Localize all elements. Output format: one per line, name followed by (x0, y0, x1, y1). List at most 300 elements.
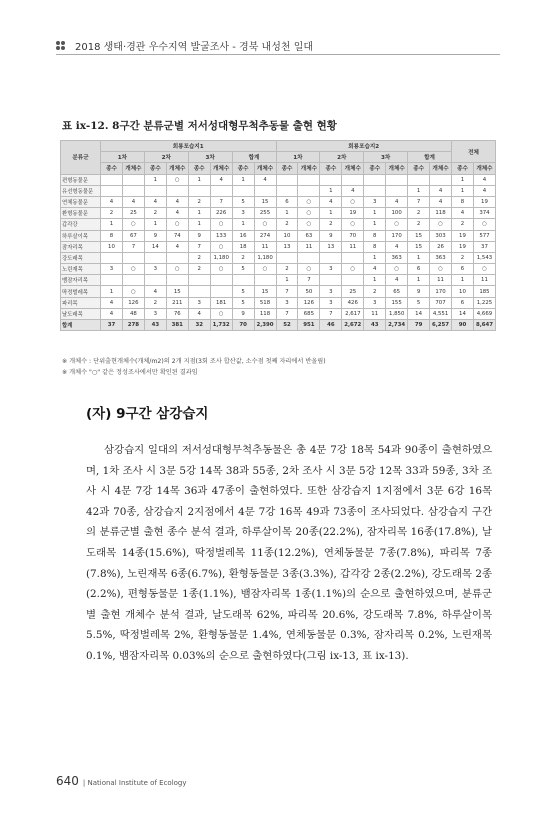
table-cell: ○ (342, 196, 364, 207)
table-cell: 4 (473, 174, 495, 185)
table-cell: 4 (386, 196, 408, 207)
table-cell: 1,180 (210, 252, 232, 263)
table-cell: 7 (298, 275, 320, 286)
table-cell (122, 174, 144, 185)
table-cell: ○ (210, 308, 232, 319)
table-cell (188, 275, 210, 286)
table-cell: ○ (122, 219, 144, 230)
table-row (61, 241, 496, 252)
table-cell: 2 (320, 219, 342, 230)
species-table (60, 140, 496, 331)
table-row (61, 264, 496, 275)
table-cell: 4 (473, 185, 495, 196)
table-cell (144, 252, 166, 263)
table-cell: 14 (408, 308, 430, 319)
table-cell: 685 (298, 308, 320, 319)
table-cell: 374 (473, 208, 495, 219)
table-cell: ○ (473, 264, 495, 275)
survey-header: 3차 (364, 152, 408, 163)
table-cell: 5 (232, 264, 254, 275)
table-cell: 19 (342, 208, 364, 219)
table-cell: 1 (364, 275, 386, 286)
table-cell: 8 (101, 230, 123, 241)
table-cell: 70 (232, 320, 254, 331)
table-cell (386, 174, 408, 185)
table-row (61, 208, 496, 219)
table-cell: 16 (232, 230, 254, 241)
column-header: 종수 (452, 163, 474, 174)
table-cell: ○ (254, 219, 276, 230)
table-cell: 19 (452, 241, 474, 252)
table-cell: ○ (473, 219, 495, 230)
taxon-name: 합계 (61, 320, 101, 331)
table-cell: 4 (386, 241, 408, 252)
table-cell: 6,257 (430, 320, 452, 331)
table-cell: 70 (342, 230, 364, 241)
table-cell: 1 (364, 252, 386, 263)
table-cell: 5 (232, 286, 254, 297)
table-cell: 6 (276, 196, 298, 207)
table-cell: 4 (144, 286, 166, 297)
column-header: 종수 (232, 163, 254, 174)
table-cell: ○ (166, 174, 188, 185)
table-cell: 7 (188, 241, 210, 252)
taxon-name: 환형동물문 (61, 208, 101, 219)
table-cell: 7 (320, 308, 342, 319)
table-cell (210, 275, 232, 286)
table-cell: ○ (342, 219, 364, 230)
table-cell: 4 (430, 196, 452, 207)
column-header: 개체수 (298, 163, 320, 174)
table-cell: 3 (320, 297, 342, 308)
table-cell: 577 (473, 230, 495, 241)
taxon-name: 편형동물문 (61, 174, 101, 185)
table-cell: 133 (210, 230, 232, 241)
table-cell (101, 252, 123, 263)
table-cell: 7 (122, 241, 144, 252)
page-number: 640 (56, 774, 79, 788)
survey-header: 1차 (276, 152, 320, 163)
table-cell: 8 (364, 230, 386, 241)
table-cell: 303 (430, 230, 452, 241)
table-cell: 15 (166, 286, 188, 297)
taxon-name: 강도래목 (61, 252, 101, 263)
table-row (61, 185, 496, 196)
table-cell (144, 275, 166, 286)
table-cell: 3 (232, 208, 254, 219)
table-cell (232, 185, 254, 196)
table-cell: ○ (254, 264, 276, 275)
table-cell: 1 (364, 208, 386, 219)
taxon-name: 갑각강 (61, 219, 101, 230)
table-cell: 63 (298, 230, 320, 241)
table-cell: 9 (320, 230, 342, 241)
table-cell: 48 (122, 308, 144, 319)
table-cell: 6 (408, 264, 430, 275)
table-cell: 4 (430, 185, 452, 196)
table-cell: 3 (144, 308, 166, 319)
header-title: 2018 생태·경관 우수지역 발굴조사 - 경북 내성천 일대 (75, 42, 314, 53)
table-cell: ○ (430, 219, 452, 230)
table-cell: 4 (188, 308, 210, 319)
table-cell: ○ (210, 241, 232, 252)
table-cell (386, 185, 408, 196)
table-cell: 4 (166, 241, 188, 252)
table-cell: 3 (320, 286, 342, 297)
table-cell: 9 (188, 230, 210, 241)
table-cell: 2 (408, 208, 430, 219)
note-line: ※ 개체수 : 단위출현개체수(개체/m2)의 2개 지점(3회 조사 합산값, 소수점 첫째 자리에서 반올림) (62, 358, 326, 365)
table-cell: 1 (408, 185, 430, 196)
table-cell: 1 (232, 219, 254, 230)
table-cell: 14 (144, 241, 166, 252)
table-cell: ○ (166, 219, 188, 230)
table-cell: ○ (122, 264, 144, 275)
table-cell: 15 (254, 196, 276, 207)
table-cell: 37 (101, 320, 123, 331)
table-cell: 4 (342, 185, 364, 196)
table-cell: 4 (122, 196, 144, 207)
table-cell: 185 (473, 286, 495, 297)
table-body (61, 174, 496, 331)
table-cell: 1,180 (254, 252, 276, 263)
table-cell (166, 275, 188, 286)
table-cell: 1 (452, 174, 474, 185)
table-cell: 2 (276, 264, 298, 275)
table-cell: 2 (276, 219, 298, 230)
table-cell: 2 (364, 286, 386, 297)
group-header: 분류군 (61, 141, 101, 175)
column-header: 종수 (188, 163, 210, 174)
table-cell (364, 185, 386, 196)
table-cell: 1,850 (386, 308, 408, 319)
table-cell: 170 (430, 286, 452, 297)
table-cell: 2 (188, 252, 210, 263)
survey-header: 합계 (408, 152, 452, 163)
table-cell (144, 185, 166, 196)
table-cell: 1,732 (210, 320, 232, 331)
table-cell: 25 (342, 286, 364, 297)
table-cell: 1 (320, 185, 342, 196)
table-cell (342, 174, 364, 185)
running-header (56, 38, 313, 53)
table-cell: 4 (364, 264, 386, 275)
table-cell: ○ (298, 208, 320, 219)
table-cell: 15 (408, 230, 430, 241)
page-footer (56, 774, 187, 788)
column-header: 개체수 (386, 163, 408, 174)
footer-text: | National Institute of Ecology (82, 779, 187, 787)
table-cell: 15 (408, 241, 430, 252)
table-cell: 65 (386, 286, 408, 297)
table-cell: 9 (408, 286, 430, 297)
table-cell: 2,617 (342, 308, 364, 319)
table-cell: 1 (276, 208, 298, 219)
table-cell: 1 (364, 219, 386, 230)
table-cell (320, 275, 342, 286)
table-cell: 90 (452, 320, 474, 331)
table-cell: 2,390 (254, 320, 276, 331)
total-header: 전체 (452, 141, 496, 163)
taxon-name: 뱀잠자리목 (61, 275, 101, 286)
table-cell (232, 275, 254, 286)
table-cell: 363 (430, 252, 452, 263)
table-cell: 518 (254, 297, 276, 308)
table-cell: 11 (298, 241, 320, 252)
taxon-name: 날도래목 (61, 308, 101, 319)
table-cell: 4 (320, 196, 342, 207)
table-cell: 1 (452, 275, 474, 286)
table-cell: 26 (430, 241, 452, 252)
table-cell: 4 (254, 174, 276, 185)
table-cell: 15 (254, 286, 276, 297)
table-cell: ○ (122, 286, 144, 297)
table-cell: 126 (298, 297, 320, 308)
table-cell: 18 (232, 241, 254, 252)
site1-header: 회룡포습지1 (101, 141, 277, 152)
table-cell (254, 185, 276, 196)
table-cell: 3 (101, 264, 123, 275)
table-cell: 4 (210, 174, 232, 185)
table-cell: 11 (364, 308, 386, 319)
table-cell: 2 (452, 252, 474, 263)
survey-header: 1차 (101, 152, 145, 163)
table-cell: 37 (473, 241, 495, 252)
table-cell: 8 (452, 196, 474, 207)
table-cell: 74 (166, 230, 188, 241)
table-cell (276, 174, 298, 185)
table-row (61, 286, 496, 297)
table-cell: 5 (232, 196, 254, 207)
table-cell: 363 (386, 252, 408, 263)
column-header: 개체수 (430, 163, 452, 174)
table-cell (430, 174, 452, 185)
table-cell: ○ (298, 264, 320, 275)
table-cell (254, 275, 276, 286)
table-cell (101, 275, 123, 286)
table-cell: 25 (122, 208, 144, 219)
table-cell: 2 (101, 208, 123, 219)
taxon-name: 잠자리목 (61, 241, 101, 252)
table-cell: 278 (122, 320, 144, 331)
table-caption: 표 ix-12. 8구간 분류군별 저서성대형무척추동물 출현 현황 (62, 120, 337, 132)
table-cell: 3 (144, 264, 166, 275)
table-cell: 13 (320, 241, 342, 252)
table-row (61, 174, 496, 185)
table-cell: 4 (166, 208, 188, 219)
taxon-name: 하루살이목 (61, 230, 101, 241)
table-cell: 14 (452, 308, 474, 319)
table-cell: 274 (254, 230, 276, 241)
table-cell (210, 185, 232, 196)
table-cell: 3 (364, 297, 386, 308)
table-cell (276, 252, 298, 263)
section-title: (자) 9구간 삼강습지 (86, 406, 209, 422)
table-cell: ○ (386, 264, 408, 275)
table-cell: 67 (122, 230, 144, 241)
table-cell: 2,734 (386, 320, 408, 331)
table-cell: 4,669 (473, 308, 495, 319)
table-cell: 4 (101, 308, 123, 319)
header-rule (56, 54, 500, 55)
table-cell: 11 (254, 241, 276, 252)
table-cell: 7 (408, 196, 430, 207)
table-cell: 951 (298, 320, 320, 331)
table-cell (122, 275, 144, 286)
column-header: 종수 (408, 163, 430, 174)
table-cell: 8 (364, 241, 386, 252)
header-dots-icon (56, 41, 70, 51)
table-cell: 1 (188, 174, 210, 185)
table-cell: 11 (342, 241, 364, 252)
taxon-name: 딱정벌레목 (61, 286, 101, 297)
table-cell: 7 (210, 196, 232, 207)
table-cell: 19 (473, 196, 495, 207)
table-cell (188, 185, 210, 196)
table-cell: ○ (298, 219, 320, 230)
table-cell (101, 174, 123, 185)
table-cell: 1 (276, 275, 298, 286)
taxon-name: 파리목 (61, 297, 101, 308)
survey-header: 2차 (144, 152, 188, 163)
table-cell (342, 252, 364, 263)
table-cell: ○ (210, 264, 232, 275)
table-cell: 1 (232, 174, 254, 185)
table-cell: ○ (298, 196, 320, 207)
table-cell: 100 (386, 208, 408, 219)
table-cell: 46 (320, 320, 342, 331)
survey-header: 2차 (320, 152, 364, 163)
table-cell (122, 252, 144, 263)
table-cell: 4 (166, 196, 188, 207)
table-cell: 52 (276, 320, 298, 331)
table-cell: 118 (254, 308, 276, 319)
table-cell: 4 (101, 297, 123, 308)
table-row (61, 308, 496, 319)
table-cell (122, 185, 144, 196)
table-cell (166, 185, 188, 196)
table-cell (101, 185, 123, 196)
table-cell: 10 (276, 230, 298, 241)
table-cell: 170 (386, 230, 408, 241)
table-cell: 2 (408, 219, 430, 230)
table-cell: 5 (408, 297, 430, 308)
table-cell: 1 (188, 208, 210, 219)
table-cell: 1,225 (473, 297, 495, 308)
table-cell: 2 (144, 297, 166, 308)
table-cell: 5 (232, 297, 254, 308)
table-cell (166, 252, 188, 263)
table-cell: 1 (188, 219, 210, 230)
table-cell (188, 286, 210, 297)
column-header: 종수 (276, 163, 298, 174)
table-cell: 707 (430, 297, 452, 308)
table-cell: 79 (408, 320, 430, 331)
table-row (61, 219, 496, 230)
table-cell: ○ (166, 264, 188, 275)
column-header-row (61, 163, 496, 174)
table-cell: 2 (452, 219, 474, 230)
table-row (61, 297, 496, 308)
table-notes (62, 356, 326, 378)
column-header: 개체수 (122, 163, 144, 174)
table-cell (298, 174, 320, 185)
column-header: 종수 (144, 163, 166, 174)
table-cell: 1 (144, 174, 166, 185)
table-cell: 8,647 (473, 320, 495, 331)
column-header: 종수 (101, 163, 123, 174)
table-cell: 4 (386, 275, 408, 286)
table-cell: 6 (452, 264, 474, 275)
table-cell: 155 (386, 297, 408, 308)
survey-header: 합계 (232, 152, 276, 163)
table-cell: 1,543 (473, 252, 495, 263)
table-cell: ○ (386, 219, 408, 230)
table-cell: 1 (408, 275, 430, 286)
taxon-name: 노린재목 (61, 264, 101, 275)
survey-header-row (61, 152, 496, 163)
table-cell: 1 (101, 219, 123, 230)
table-cell: 7 (276, 286, 298, 297)
column-header: 개체수 (473, 163, 495, 174)
table-cell: 13 (276, 241, 298, 252)
column-header: 종수 (320, 163, 342, 174)
site2-header: 회룡포습지2 (276, 141, 452, 152)
table-cell: 255 (254, 208, 276, 219)
table-cell: ○ (430, 264, 452, 275)
table-cell: 6 (452, 297, 474, 308)
column-header: 개체수 (210, 163, 232, 174)
table-cell (364, 174, 386, 185)
table-row (61, 252, 496, 263)
table-cell (342, 275, 364, 286)
table-cell: 2 (188, 196, 210, 207)
taxon-name: 연체동물문 (61, 196, 101, 207)
table-cell: 1 (101, 286, 123, 297)
table-cell: 32 (188, 320, 210, 331)
column-header: 개체수 (166, 163, 188, 174)
table-cell: 3 (364, 196, 386, 207)
table-cell: 11 (430, 275, 452, 286)
table-row (61, 320, 496, 331)
table-row (61, 275, 496, 286)
table-cell (298, 185, 320, 196)
table-cell: 43 (364, 320, 386, 331)
table-cell: 3 (188, 297, 210, 308)
table-cell: 3 (276, 297, 298, 308)
table-cell: 2 (232, 252, 254, 263)
table-cell (298, 252, 320, 263)
table-cell: 9 (232, 308, 254, 319)
table-cell (408, 174, 430, 185)
table-cell: 50 (298, 286, 320, 297)
note-line: ※ 개체수 "○" 같은 정성조사에서만 확인된 결과임 (62, 369, 198, 376)
table-cell: 4 (101, 196, 123, 207)
column-header: 종수 (364, 163, 386, 174)
table-cell: 1 (408, 252, 430, 263)
table-cell: 11 (473, 275, 495, 286)
table-cell: 2 (188, 264, 210, 275)
table-cell: 226 (210, 208, 232, 219)
table-cell: 126 (122, 297, 144, 308)
column-header: 개체수 (342, 163, 364, 174)
table-cell (210, 286, 232, 297)
table-cell: 426 (342, 297, 364, 308)
table-cell: 7 (276, 308, 298, 319)
table-cell: 4 (452, 208, 474, 219)
table-cell: 381 (166, 320, 188, 331)
taxon-name: 유선형동물문 (61, 185, 101, 196)
